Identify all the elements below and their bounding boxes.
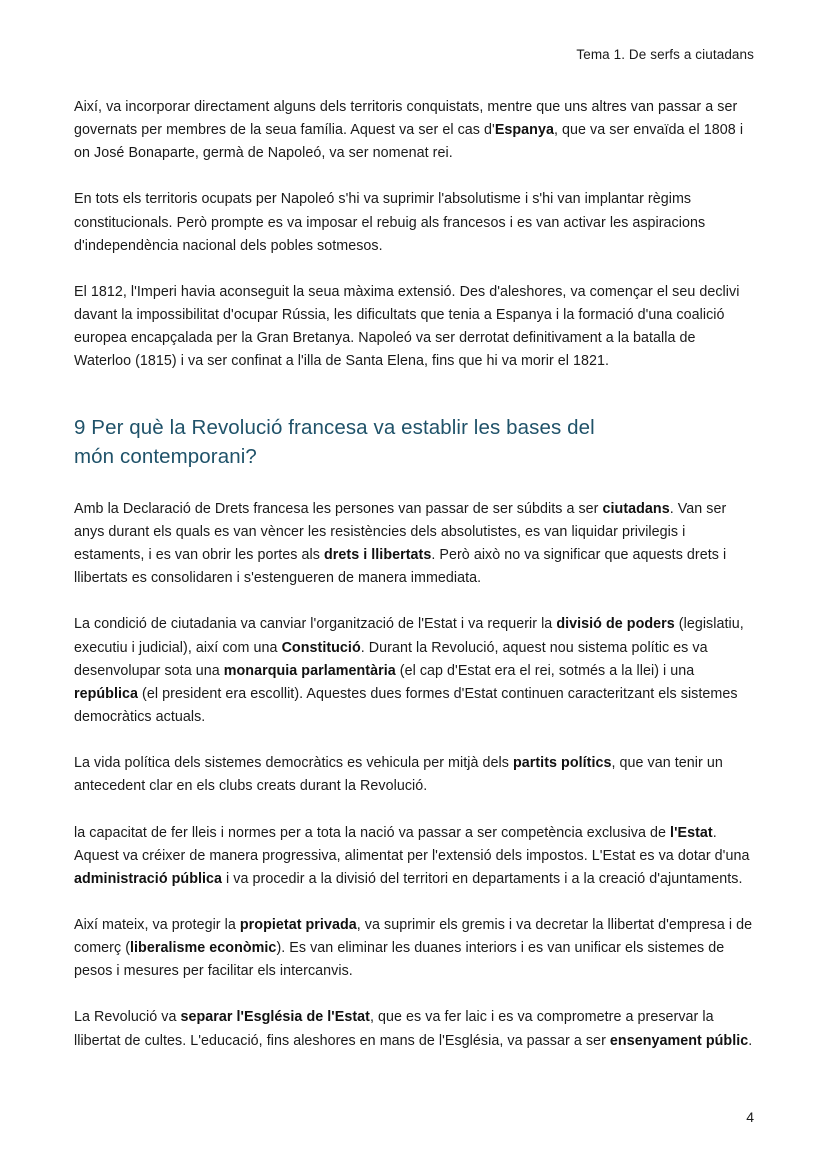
running-header: Tema 1. De serfs a ciutadans [576, 47, 754, 62]
paragraph: El 1812, l'Imperi havia aconseguit la seua màxima extensió. Des d'aleshores, va començar el seu declivi davant la impossibilitat d'ocupar Rússia, les dificultats que tenia a Espanya i la formació d'una coalició europea encapçalada per la Gran Bretanya. Napoleó va ser derrotat definitivament a la batalla de Waterloo (1815) i va ser confinat a l'illa de Santa Elena, fins que hi va morir el 1821. [74, 283, 740, 370]
emphasis-term: liberalisme econòmic [130, 940, 277, 957]
emphasis-term: Espanya [494, 122, 554, 139]
emphasis-term: monarquia parlamentària [223, 662, 396, 679]
emphasis-term: república [74, 685, 139, 702]
emphasis-term: l'Estat [670, 824, 713, 841]
paragraph: Amb la Declaració de Drets francesa les persones van passar de ser súbdits a ser ciutadans. Van ser anys durant els quals es van vèncer les resistències dels absolutistes, es van liquidar privilegis i estaments, i es van obrir les portes als drets i llibertats. Però això no va significar que aquests drets i llibertats es consolidaren i s'estengueren de manera immediata. [74, 500, 727, 587]
emphasis-term: divisió de poders [556, 616, 675, 633]
emphasis-term: partits polítics [512, 755, 612, 772]
paragraph: La condició de ciutadania va canviar l'organització de l'Estat i va requerir la divisió de poders (legislatiu, executiu i judicial), així com una Constitució. Durant la Revolució, aquest nou sistema polític es va desenvolupar sota una monarquia parlamentària (el cap d'Estat era el rei, sotmés a la llei) i una república (el president era escollit). Aquestes dues formes d'Estat continuen caracteritzant els sistemes democràtics actuals. [74, 616, 744, 726]
emphasis-term: propietat privada [239, 916, 357, 933]
paragraph: La vida política dels sistemes democràtics es vehicula per mitjà dels partits polítics, que van tenir un antecedent clar en els clubs creats durant la Revolució. [74, 755, 723, 795]
paragraph: La Revolució va separar l'Església de l'Estat, que es va fer laic i es va comprometre a preservar la llibertat de cultes. L'educació, fins aleshores en mans de l'Església, va passar a ser ensenyament públic. [74, 1009, 753, 1049]
paragraph: Així mateix, va protegir la propietat privada, va suprimir els gremis i va decretar la llibertat d'empresa i de comerç (liberalisme econòmic). Es van eliminar les duanes interiors i es van unificar els sistemes de pesos i mesures per facilitar els intercanvis. [74, 916, 753, 980]
document-body [74, 96, 756, 1076]
emphasis-term: drets i llibertats [323, 547, 432, 564]
page-number: 4 [746, 1109, 754, 1125]
paragraph: En tots els territoris ocupats per Napoleó s'hi va suprimir l'absolutisme i s'hi van implantar règims constitucionals. Però prompte es va imposar el rebuig als francesos i es van activar les aspiracions d'independència nacional dels pobles sotmesos. [74, 191, 706, 254]
emphasis-term: Constitució [281, 639, 361, 656]
emphasis-term: ciutadans [602, 500, 670, 517]
paragraph-group-after-heading [74, 498, 756, 1053]
paragraph-group-before-heading [74, 96, 756, 374]
paragraph: la capacitat de fer lleis i normes per a tota la nació va passar a ser competència exclusiva de l'Estat. Aquest va créixer de manera progressiva, alimentat per l'extensió dels impostos. L'Estat es va dotar d'una administració pública i va procedir a la divisió del territori en departaments i a la creació d'ajuntaments. [74, 824, 750, 887]
emphasis-term: separar l'Església de l'Estat [180, 1009, 370, 1026]
paragraph: Així, va incorporar directament alguns dels territoris conquistats, mentre que uns altres van passar a ser governats per membres de la seua família. Aquest va ser el cas d'Espanya, que va ser envaïda el 1808 i on José Bonaparte, germà de Napoleó, va ser nomenat rei. [74, 99, 744, 162]
emphasis-term: ensenyament públic [609, 1032, 749, 1049]
emphasis-term: administració pública [74, 870, 223, 887]
page-title: 9 Per què la Revolució francesa va establir les bases del món contemporani? [74, 415, 595, 468]
